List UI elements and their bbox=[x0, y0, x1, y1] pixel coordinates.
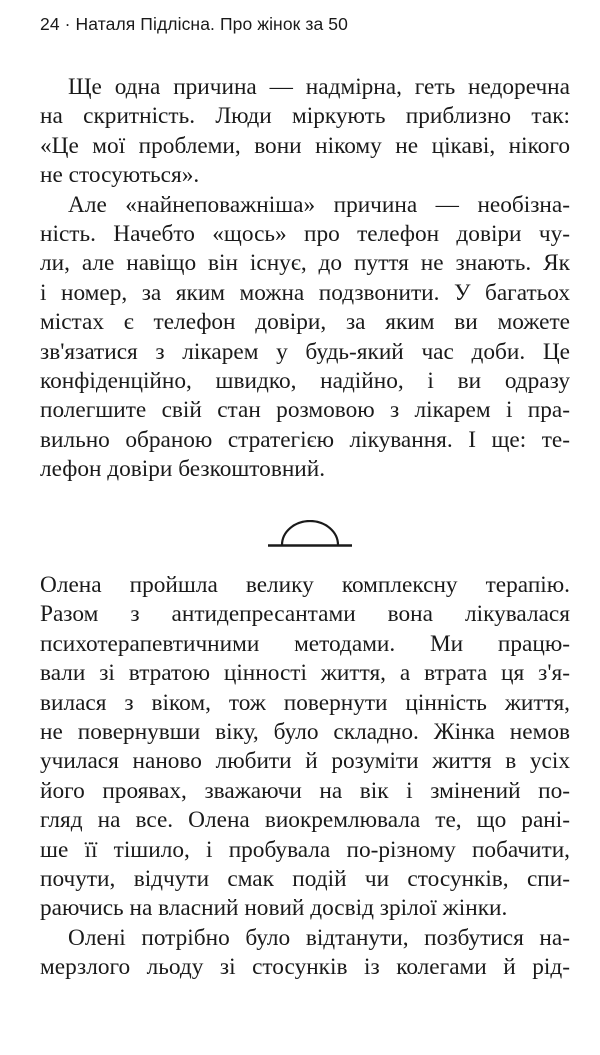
text-line: вильно обраною стратегією лікування. І ще: те- bbox=[40, 426, 570, 453]
text-line: ли, але навіщо він існує, до пуття не знають. Як bbox=[40, 250, 570, 277]
text-line: раючись на власний новий досвід зрілої жінки. bbox=[40, 895, 508, 922]
text-line: мерзлого льоду зі стосунків із колегами й рід- bbox=[40, 954, 570, 981]
text-line: гляд на все. Олена виокремлювала те, що рані- bbox=[40, 807, 570, 834]
text-line: ність. Начебто «щось» про телефон довіри чу- bbox=[40, 220, 570, 247]
text-section-1 bbox=[40, 73, 570, 484]
text-line: Ще одна причина — надмірна, геть недоречна bbox=[68, 74, 570, 100]
text-line: зв'язатися з лікарем у будь-який час доби. Це bbox=[40, 338, 570, 365]
text-line: психотерапевтичними методами. Ми працю- bbox=[40, 630, 570, 657]
text-line: ше її тішило, і пробувала по-різному побачити, bbox=[40, 836, 570, 863]
text-line: училася наново любити й розуміти життя в усіх bbox=[40, 748, 570, 775]
text-line: не повернувши віку, було складно. Жінка немов bbox=[40, 718, 570, 745]
text-line: і номер, за яким можна подзвонити. У багатьох bbox=[40, 279, 570, 306]
text-line: його проявах, зважаючи на вік і змінений по- bbox=[40, 777, 570, 804]
text-line: Але «найнеповажніша» причина — необізна- bbox=[68, 191, 570, 218]
text-section-2 bbox=[40, 571, 570, 982]
text-line: містах є телефон довіри, за яким ви можете bbox=[40, 309, 570, 336]
text-line: «Це мої проблеми, вони нікому не цікаві, нікого bbox=[40, 132, 570, 159]
text-line: Олена пройшла велику комплексну терапію. bbox=[40, 572, 570, 598]
running-head: 24 · Наталя Підлісна. Про жінок за 50 bbox=[40, 14, 348, 34]
text-line: полегшите свій стан розмовою з лікарем і пра- bbox=[40, 397, 570, 424]
text-line: Олені потрібно було відтанути, позбутися на- bbox=[68, 924, 570, 951]
semicircle-ornament-icon bbox=[268, 520, 352, 552]
text-line: почути, відчути смак подій чи стосунків, спи- bbox=[40, 865, 570, 892]
text-line: Разом з антидепресантами вона лікувалася bbox=[40, 601, 570, 628]
text-line: конфіденційно, швидко, надійно, і ви одразу bbox=[40, 367, 570, 394]
text-line: на скритність. Люди міркують приблизно так: bbox=[40, 103, 570, 130]
text-line: вали зі втратою цінності життя, а втрата ця з'я- bbox=[40, 660, 570, 687]
text-line: лефон довіри безкоштовний. bbox=[40, 456, 326, 483]
text-line: вилася з віком, тож повернути цінність життя, bbox=[40, 689, 570, 716]
text-line: не стосуються». bbox=[40, 162, 200, 189]
